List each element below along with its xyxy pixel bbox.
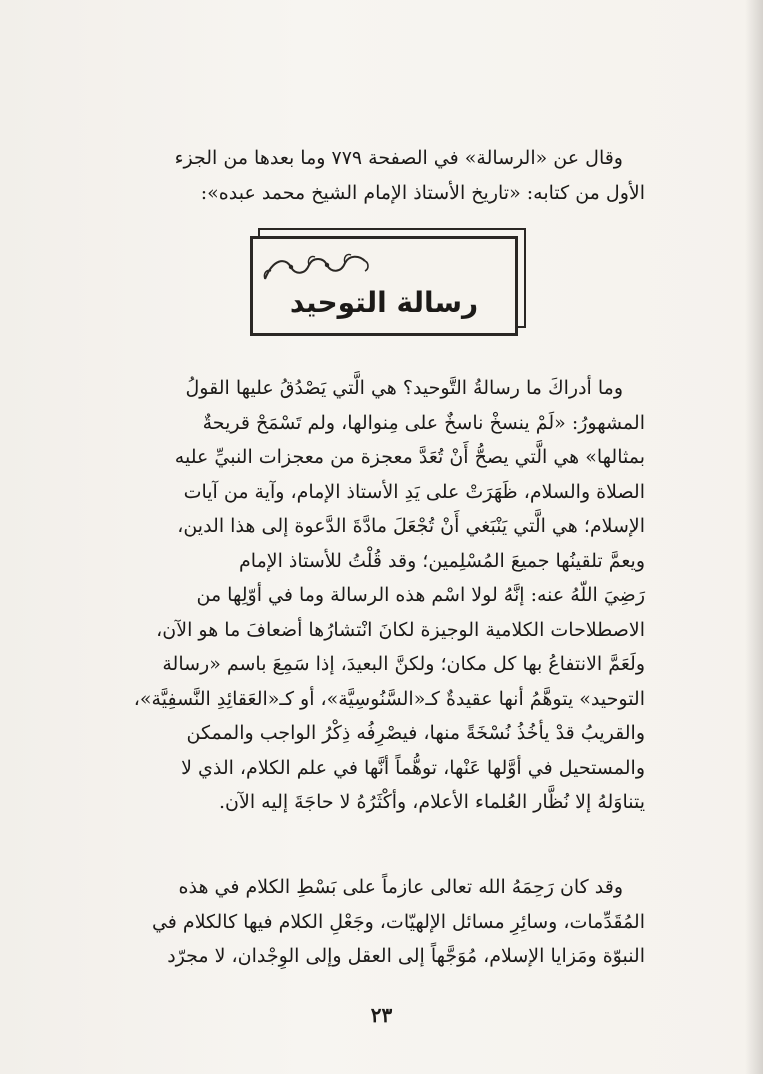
- page-edge-shadow: [745, 0, 763, 1074]
- paragraph-line: ويعمَّ تلقينُها جميعَ المُسْلِمين؛ وقد قُلْتُ للأستاذ الإمام: [239, 549, 645, 572]
- title-frame: [250, 228, 530, 338]
- paragraph-line: الإسلام؛ هي الَّتي يَنْبَغي أَنْ تُجْعَلَ مادَّةَ الدَّعوة إلى هذا الدين،: [177, 515, 645, 537]
- paragraph-line: ولَعَمَّ الانتفاعُ بها كل مكان؛ ولكنَّ البعيدَ، إذا سَمِعَ باسم «رسالة: [162, 653, 645, 675]
- paragraph-line: والقريبُ قدْ يأخُذُ نُسْخَةً منها، فيصْرِفُه ذِكْرُ الواجب والممكن: [186, 722, 645, 744]
- paragraph-line: المُقَدِّمات، وسائِرِ مسائل الإلهيّات، وجَعْلِ الكلام فيها كالكلام في: [151, 910, 645, 933]
- paragraph-line: النبوّة ومَزايا الإسلام، مُوَجَّهاً إلى العقل وإلى الوِجْدان، لا مجرّد: [167, 945, 645, 967]
- paragraph-line: وقد كان رَحِمَهُ الله تعالى عازماً على بَسْطِ الكلام في هذه: [178, 876, 623, 898]
- paragraph-line: الصلاة والسلام، ظَهَرَتْ على يَدِ الأستاذ الإمام، وآية من آيات: [183, 480, 645, 503]
- vine-ornament-icon: [261, 249, 371, 285]
- paragraph-line: رَضِيَ اللّهُ عنه: إنَّهُ لولا اسْم هذه الرسالة وما في أوّلِها من: [196, 584, 645, 606]
- paragraph-line: المشهورُ: «لَمْ ينسخْ ناسخٌ على مِنوالها، ولم تَسْمَحْ قريحةٌ: [202, 411, 645, 434]
- paragraph-line: الاصطلاحات الكلامية الوجيزة لكانَ انْتشارُها أضعافَ ما هو الآن،: [156, 618, 645, 641]
- intro-line: الأول من كتابه: «تاريخ الأستاذ الإمام الشيخ محمد عبده»:: [200, 181, 645, 204]
- paragraph-line: التوحيد» يتوهَّمُ أنها عقيدةٌ كـ«السَّنُوسِيَّة»، أو كـ«العَقائِدِ النَّسفِيَّة»،: [133, 687, 645, 710]
- page-number: ٢٣: [370, 1003, 393, 1027]
- paragraph-line: بمثالها» هي الَّتي يصحُّ أَنْ تُعَدَّ معجزة من معجزات النبيِّ عليه: [174, 446, 645, 468]
- intro-line: وقال عن «الرسالة» في الصفحة ٧٧٩ وما بعدها من الجزء: [174, 147, 623, 169]
- title-frame-front-border: [250, 236, 518, 336]
- paragraph-line: يتناوَلهُ إلا نُظَّار العُلماء الأعلام، وأكْثَرُهُ لا حاجَةَ إليه الآن.: [219, 791, 645, 813]
- paragraph-line: وما أدراكَ ما رسالةُ التَّوحيد؟ هي الَّتي يَصْدُقُ عليها القولُ: [185, 377, 623, 399]
- section-title: رسالة التوحيد: [289, 286, 479, 319]
- paragraph-line: والمستحيل في أوَّلها عَنْها، توهُّماً أنَّها في علم الكلام، الذي لا: [181, 756, 645, 779]
- second-paragraph: [105, 870, 645, 974]
- intro-paragraph: [105, 141, 645, 210]
- main-paragraph: [105, 371, 645, 820]
